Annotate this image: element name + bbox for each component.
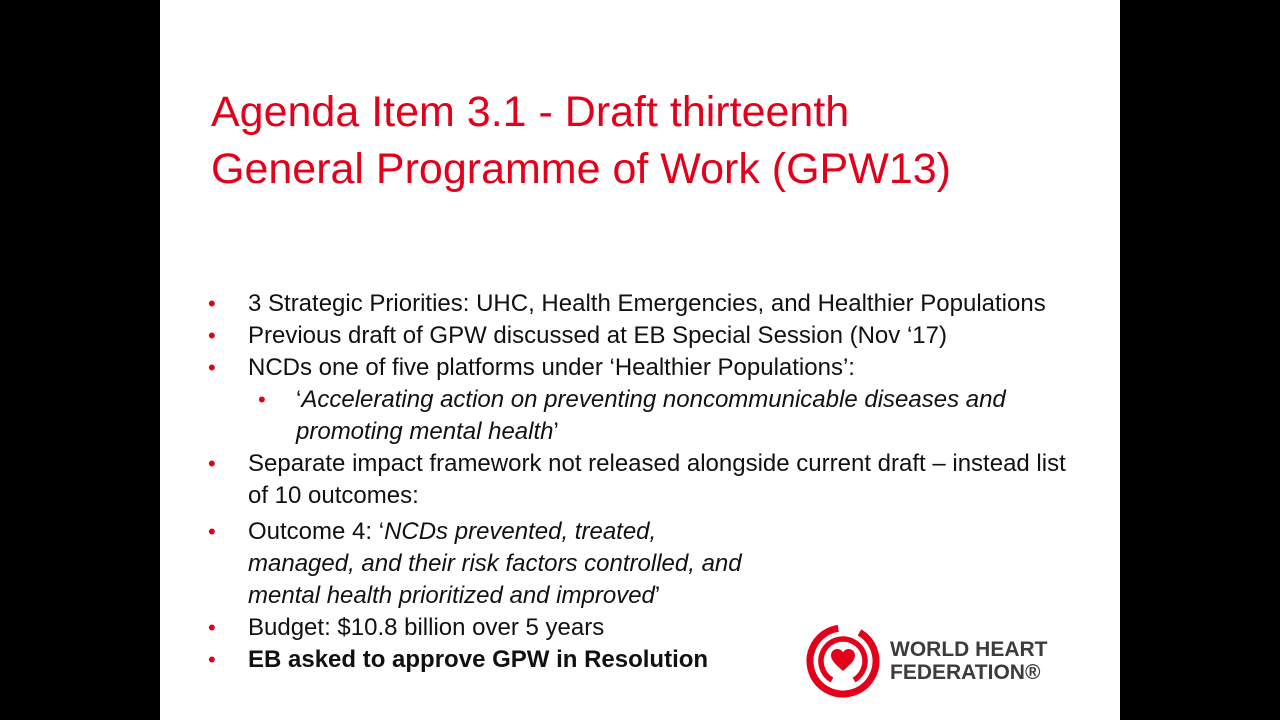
bullet-item	[208, 288, 1068, 320]
bullet-text	[248, 516, 768, 612]
bullet-dot: •	[208, 355, 216, 380]
bullet-dot: •	[208, 291, 216, 316]
bullet-dot: •	[208, 451, 216, 476]
slide	[160, 0, 1120, 720]
logo-wordmark	[890, 638, 1047, 684]
bullet-dot: •	[208, 615, 216, 640]
title-line-1: Agenda Item 3.1 - Draft thirteenth	[211, 88, 850, 136]
bullet-text: Previous draft of GPW discussed at EB Special Session (Nov ‘17)	[248, 322, 947, 349]
outcome-prefix: Outcome 4: ‘	[248, 518, 385, 545]
sub-bullet-item	[208, 384, 1068, 448]
bullet-text: 3 Strategic Priorities: UHC, Health Emergencies, and Healthier Populations	[248, 290, 1046, 317]
bullet-item	[208, 352, 1068, 384]
platform-quote: Accelerating action on preventing noncommunicable diseases and promoting mental health	[296, 386, 1006, 445]
bullet-text: Separate impact framework not released alongside current draft – instead list of 10 outcomes:	[248, 450, 1066, 509]
outcome-quote: NCDs prevented, treated, managed, and their risk factors controlled, and mental health prioritized and improved	[248, 518, 742, 609]
bullet-list	[208, 288, 1068, 676]
bullet-item	[208, 516, 1068, 612]
world-heart-federation-logo	[806, 624, 1086, 700]
bullet-dot: •	[258, 387, 266, 412]
bullet-item	[208, 448, 1068, 512]
bullet-text: NCDs one of five platforms under ‘Healthier Populations’:	[248, 354, 855, 381]
bullet-text: EB asked to approve GPW in Resolution	[248, 646, 709, 673]
slide-title	[211, 84, 1091, 198]
bullet-dot: •	[208, 647, 216, 672]
bullet-item	[208, 320, 1068, 352]
outcome-suffix: ’	[654, 582, 661, 609]
quote-close: ’	[553, 418, 559, 445]
heart-icon	[806, 624, 880, 698]
bullet-dot: •	[208, 519, 216, 544]
sub-bullet-text	[296, 384, 1068, 448]
bullet-text: Budget: $10.8 billion over 5 years	[248, 614, 605, 641]
title-line-2: General Programme of Work (GPW13)	[211, 145, 951, 193]
logo-line-1: WORLD HEART	[890, 638, 1048, 661]
quote-open: ‘	[296, 386, 302, 413]
logo-line-2: FEDERATION®	[890, 661, 1041, 684]
bullet-dot: •	[208, 323, 216, 348]
